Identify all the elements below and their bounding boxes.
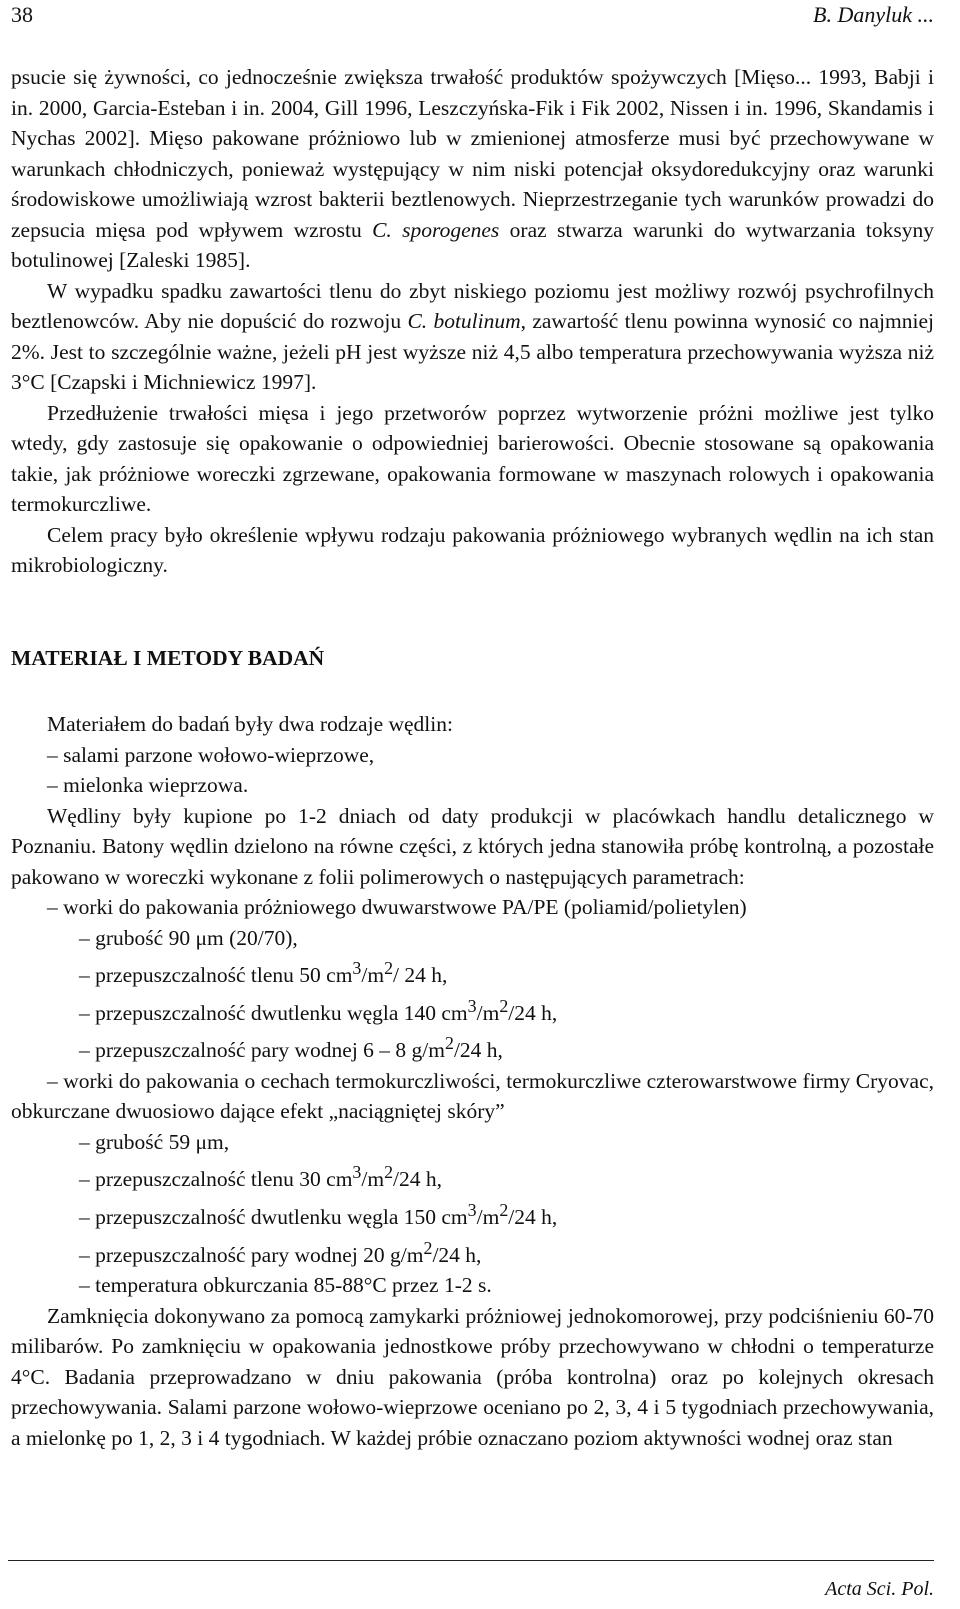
intro-paragraph-2: W wypadku spadku zawartości tlenu do zbyt niskiego poziomu jest możliwy rozwój psychrofilnych beztlenowców. Aby nie dopuścić do rozwoju C. botulinum, zawartość tlenu powinna wynosić co najmniej 2%. Jest to szczególnie ważne, jeżeli pH jest wyższe niż 4,5 albo temperatura przechowywania wyższa niż 3°C [Czapski i Michniewicz 1997]. <box>11 278 934 394</box>
species-name: C. botulinum <box>407 309 521 333</box>
sub-list-item: – grubość 90 μm (20/70), <box>79 925 298 950</box>
intro-paragraph-1: psucie się żywności, co jednocześnie zwiększa trwałość produktów spożywczych [Mięso... 1993, Babji i in. 2000, Garcia-Esteban i in. 2004, Gill 1996, Leszczyńska-Fik i Fik 2002, Nissen i in. 1996, Skandamis i Nychas 2002]. Mięso pakowane próżniowo lub w zmienionej atmosferze musi być przechowywane w warunkach chłodniczych, ponieważ występujący w nim niski potencjał oksydoredukcyjny oraz warunki środowiskowe umożliwiają wzrost bakterii beztlenowych. Nieprzestrzeganie tych warunków prowadzi do zepsucia mięsa pod wpływem wzrostu C. sporogenes oraz stwarza warunki do wytwarzania toksyny botulinowej [Zaleski 1985]. <box>11 65 934 272</box>
page-header <box>11 2 934 34</box>
list-item: – salami parzone wołowo-wieprzowe, <box>47 742 375 767</box>
running-head: B. Danyluk ... <box>813 2 934 27</box>
footer-rule <box>8 1560 934 1561</box>
list-item-bag-2: – worki do pakowania o cechach termokurczliwości, termokurczliwe czterowarstwowe firmy Cryovac, obkurczane dwuosiowo dające efekt „naciągniętej skóry” <box>11 1068 934 1124</box>
sub-list-item: – grubość 59 μm, <box>79 1129 230 1154</box>
sub-list-item: – przepuszczalność pary wodnej 6 – 8 $g/m^2/24$ h, <box>79 1033 503 1063</box>
section-heading: MATERIAŁ I METODY BADAŃ <box>11 645 325 670</box>
methods-paragraph-3: Zamknięcia dokonywano za pomocą zamykarki próżniowej jednokomorowej, przy podciśnieniu 60-70 milibarów. Po zamknięciu w opakowania jednostkowe próby przechowywano w chłodni o temperaturze 4°C. Badania przeprowadzano w dniu pakowania (próba kontrolna) oraz po kolejnych okresach przechowywania. Salami parzone wołowo-wieprzowe oceniano po 2, 3, 4 i 5 tygodniach przechowywania, a mielonkę po 1, 2, 3 i 4 tygodniach. W każdej próbie oznaczano poziom aktywności wodnej oraz stan <box>11 1303 934 1450</box>
article-body <box>11 62 934 1453</box>
sub-list-item: – przepuszczalność tlenu 30 $cm^3/m^2/24$ h, <box>79 1162 443 1192</box>
page-number: 38 <box>11 2 33 27</box>
sub-list-item: – przepuszczalność pary wodnej 20 $g/m^2/24$ h, <box>79 1237 482 1267</box>
methods-paragraph-2: Wędliny były kupione po 1-2 dniach od daty produkcji w placówkach handlu detalicznego w Poznaniu. Batony wędlin dzielono na równe części, z których jedna stanowiła próbę kontrolną, a pozostałe pakowano w woreczki wykonane z folii polimerowych o następujących parametrach: <box>11 803 934 889</box>
sub-list-item: – temperatura obkurczania 85-88°C przez 1-2 s. <box>79 1273 492 1298</box>
intro-paragraph-3: Przedłużenie trwałości mięsa i jego przetworów poprzez wytworzenie próżni możliwe jest tylko wtedy, gdy zastosuje się opakowanie o odpowiedniej barierowości. Obecnie stosowane są opakowania takie, jak próżniowe woreczki zgrzewane, opakowania formowane w maszynach rolowych i opakowania termokurczliwe. <box>11 400 934 516</box>
sub-list-item: – przepuszczalność dwutlenku węgla 140 $cm^3/m^2/24$ h, <box>79 995 558 1025</box>
intro-paragraph-4: Celem pracy było określenie wpływu rodzaju pakowania próżniowego wybranych wędlin na ich stan mikrobiologiczny. <box>11 522 934 577</box>
list-item: – mielonka wieprzowa. <box>47 773 249 797</box>
methods-paragraph-1: Materiałem do badań były dwa rodzaje wędlin: <box>47 712 453 736</box>
species-name: C. sporogenes <box>372 217 500 242</box>
list-item-bag-1: – worki do pakowania próżniowego dwuwarstwowe PA/PE (poliamid/polietylen) <box>47 895 747 919</box>
journal-name: Acta Sci. Pol. <box>825 1578 934 1600</box>
sub-list-item: – przepuszczalność dwutlenku węgla 150 $cm^3/m^2/24$ h, <box>79 1200 558 1230</box>
sub-list-item: – przepuszczalność tlenu 50 $cm^3/m^2/$ 24 h, <box>79 958 448 988</box>
